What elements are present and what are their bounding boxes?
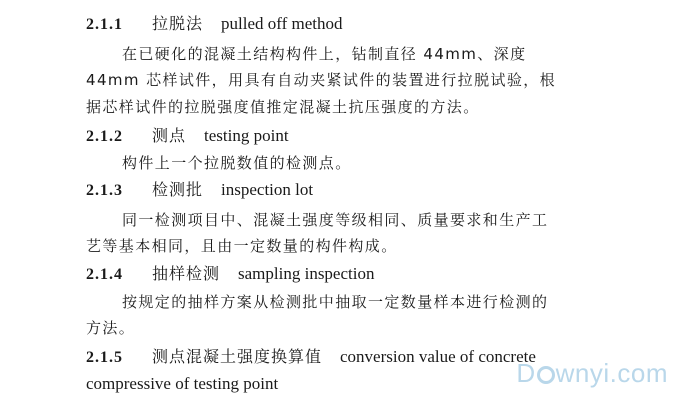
watermark-suffix: wnyi.com <box>555 358 668 388</box>
entry-body-line: 按规定的抽样方案从检测批中抽取一定数量样本进行检测的 <box>122 293 549 311</box>
entry-heading-2-1-5 <box>86 347 536 368</box>
entry-body-line: 构件上一个拉脱数值的检测点。 <box>122 154 352 172</box>
watermark-o-logo-icon <box>537 366 555 384</box>
entry-body-line: 同一检测项目中、混凝土强度等级相同、质量要求和生产工 <box>122 211 549 229</box>
site-watermark <box>516 358 668 389</box>
term-chinese: 拉脱法 <box>152 14 204 33</box>
term-english-continued: compressive of testing point <box>86 374 279 393</box>
term-chinese: 测点混凝土强度换算值 <box>152 347 323 366</box>
term-english: conversion value of concrete <box>340 347 536 366</box>
term-english: pulled off method <box>221 14 343 33</box>
entry-heading-2-1-3 <box>86 180 313 201</box>
entry-heading-2-1-2 <box>86 126 289 147</box>
entry-heading-2-1-4 <box>86 264 374 285</box>
entry-number: 2.1.2 <box>86 128 123 145</box>
term-chinese: 检测批 <box>152 180 204 199</box>
entry-heading-2-1-1 <box>86 14 343 35</box>
term-chinese: 测点 <box>152 126 187 145</box>
entry-number: 2.1.1 <box>86 16 123 33</box>
term-chinese: 抽样检测 <box>152 264 221 283</box>
watermark-prefix: D <box>516 358 536 388</box>
entry-number: 2.1.3 <box>86 182 123 199</box>
entry-body-line: 方法。 <box>86 319 136 337</box>
entry-body-line: 在已硬化的混凝土结构构件上，钻制直径 44mm、深度 <box>122 45 527 63</box>
entry-body-line: 44mm 芯样试件，用具有自动夹紧试件的装置进行拉脱试验，根 <box>86 71 557 89</box>
term-english: inspection lot <box>221 180 314 199</box>
term-english: sampling inspection <box>238 264 375 283</box>
term-english: testing point <box>204 126 289 145</box>
entry-number: 2.1.4 <box>86 266 123 283</box>
entry-body-line: 艺等基本相同，且由一定数量的构件构成。 <box>86 237 398 255</box>
entry-body-line: 据芯样试件的拉脱强度值推定混凝土抗压强度的方法。 <box>86 98 480 116</box>
entry-number: 2.1.5 <box>86 349 123 366</box>
